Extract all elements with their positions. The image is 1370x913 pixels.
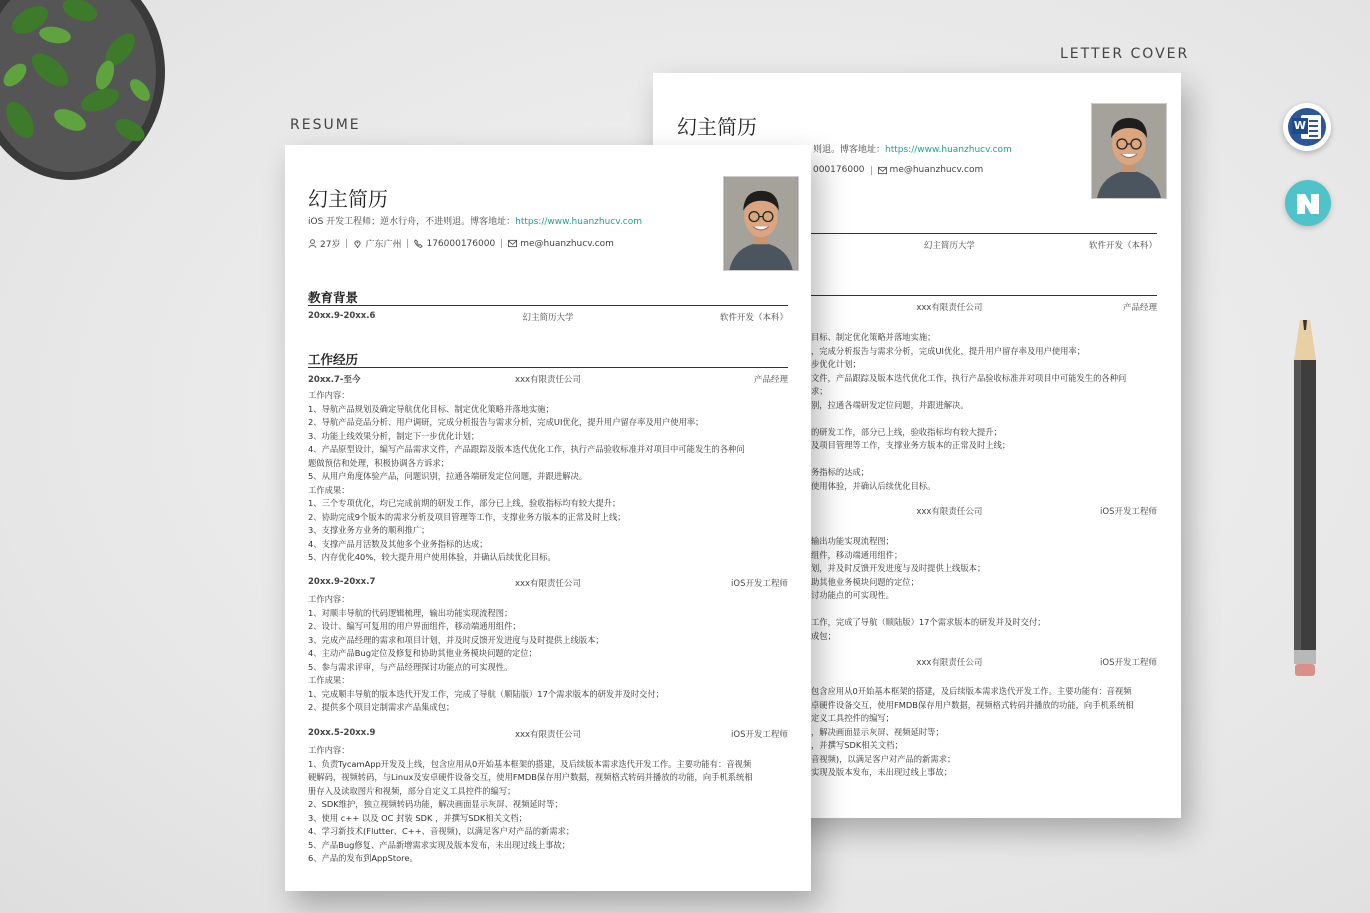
text-line: 工作成果：: [308, 675, 350, 685]
text-line: 文件，产品跟踪及版本迭代优化工作，执行产品验收标准并对项目中可能发生的各种问: [811, 372, 1127, 383]
cover-job1-text: [811, 331, 1126, 493]
cover-job1-role: 产品经理: [1122, 303, 1157, 313]
text-line: 成包；: [811, 630, 836, 641]
text-line: ，解决画面显示灰屏、视频延时等；: [811, 726, 944, 737]
education-school: 幻主简历大学: [522, 313, 574, 323]
text-line: 步优化计划；: [811, 359, 861, 369]
email-icon: [878, 166, 887, 175]
text-line: 1、三个专项优化，均已完成前期的研发工作，部分已上线，验收指标均有较大提升；: [308, 498, 621, 508]
job-row: [308, 728, 788, 740]
resume-location: 广东广州: [365, 240, 402, 250]
text-line: 册存入及读取图片和视频，部分自定义工具控件的编写；: [308, 785, 516, 796]
job-period: 20xx.7-至今: [308, 375, 361, 385]
text-line: 题做预估和处理，积极协调各方诉求；: [308, 457, 450, 468]
n-app-icon[interactable]: [1285, 180, 1331, 226]
resume-photo: [723, 176, 799, 271]
text-line: ，并撰写SDK相关文档；: [811, 740, 903, 750]
text-line: 工作内容：: [308, 745, 350, 755]
text-line: 讨功能点的可实现性。: [811, 590, 894, 600]
cover-intro: 则退。博客地址：https://www.huanzhucv.com: [813, 145, 1012, 155]
text-line: 及项目管理等工作，支撑业务方版本的正常及时上线；: [811, 440, 1011, 450]
job-company: xxx有限责任公司: [514, 579, 582, 589]
job-period: 20xx.9-20xx.7: [308, 577, 376, 587]
phone-icon: [414, 239, 423, 248]
cover-job2-role: iOS开发工程师: [1100, 507, 1157, 517]
text-line: 5、产品Bug修复、产品新增需求实现及版本发布，未出现过线上事故；: [308, 839, 571, 850]
text-line: 实现及版本发布，未出现过线上事故；: [811, 767, 953, 777]
work-line: [308, 367, 788, 368]
text-line: 求；: [811, 386, 828, 396]
cover-name: 幻主简历: [677, 115, 757, 139]
job-row: [308, 373, 788, 385]
cover-job3-role: iOS开发工程师: [1100, 658, 1157, 668]
cover-job3-clip: [811, 685, 1159, 785]
text-line: 别，拉通各端研发定位问题，并跟进解决。: [811, 399, 969, 410]
text-line: 2、提供多个项目定制需求产品集成包；: [308, 702, 455, 712]
text-line: 1、导航产品规划及确定导航优化目标、制定优化策略并落地实施；: [308, 403, 554, 414]
text-line: 音视频)，以满足客户对产品的新需求；: [811, 753, 956, 764]
email-icon: [508, 239, 517, 248]
text-line: 2、设计、编写可复用的用户界面组件，移动端通用组件；: [308, 621, 521, 631]
word-icon[interactable]: W: [1283, 103, 1331, 151]
text-line: 1、负责TycamApp开发及上线，包含应用从0开始基本框架的搭建，及后续版本需求迭代开发工作。主要功能有：音视频: [308, 758, 752, 769]
pencil-decoration: [1290, 320, 1320, 680]
text-line: 3、完成产品经理的需求和项目计划，并及时反馈开发进度与及时提供上线版本；: [308, 634, 604, 645]
resume-blog-link[interactable]: https://www.huanzhucv.com: [515, 217, 642, 227]
cover-edu-school: 幻主简历大学: [923, 241, 975, 251]
cover-job1-company: xxx有限责任公司: [916, 303, 983, 313]
text-line: 硬解码，视频转码，与Linux及安卓硬件设备交互，使用FMDB保存用户数据，视频格式转码并播放的功能，向手机系统相: [308, 772, 753, 782]
text-line: 的研发工作，部分已上线，验收指标均有较大提升；: [811, 426, 1002, 437]
resume-email: me@huanzhucv.com: [520, 238, 614, 249]
text-line: 5、从用户角度体验产品，问题识别，拉通各端研发定位问题，并跟进解决。: [308, 471, 588, 481]
cover-job1-row: [811, 301, 1157, 313]
resume-page: [285, 145, 811, 891]
text-line: ，完成分析报告与需求分析，完成UI优化，提升用户留存率及用户使用率；: [811, 345, 1086, 356]
cover-job3-text: [811, 685, 1134, 780]
text-line: 3、支撑业务方业务的顺利推广；: [308, 525, 430, 535]
text-line: 划，并及时反馈开发进度与及时提供上线版本；: [811, 563, 986, 573]
letter-cover-label: LETTER COVER: [1060, 46, 1190, 62]
text-line: 助其他业务模块问题的定位；: [811, 576, 919, 587]
cover-photo: [1091, 103, 1167, 199]
job-role: 产品经理: [753, 375, 788, 385]
cover-edu-line: [811, 233, 1157, 234]
education-major: 软件开发（本科）: [719, 313, 788, 323]
cover-email: me@huanzhucv.com: [889, 165, 984, 175]
cover-job3-company: xxx有限责任公司: [916, 658, 983, 668]
text-line: 1、对顺丰导航的代码逻辑梳理，输出功能实现流程图；: [308, 607, 513, 618]
text-line: 工作内容：: [308, 594, 350, 604]
plant-decoration: [0, 0, 180, 190]
cover-job2-row: [811, 505, 1157, 517]
text-line: [811, 412, 1126, 426]
text-line: 使用体验，并确认后续优化目标。: [811, 480, 936, 491]
person-icon: [308, 239, 317, 248]
job-company: xxx有限责任公司: [514, 730, 582, 740]
resume-intro: iOS 开发工程师；逆水行舟，不进则退。博客地址：https://www.huanzhucv.com: [308, 217, 642, 227]
resume-label: RESUME: [290, 117, 361, 133]
job-description: [308, 593, 664, 715]
job-description: [308, 389, 745, 565]
text-line: 4、支撑产品月活数及其他多个业务指标的达成；: [308, 538, 488, 549]
job-description: [308, 744, 753, 866]
text-line: 工作内容：: [308, 390, 350, 400]
text-line: 务指标的达成；: [811, 467, 870, 477]
resume-name: 幻主简历: [308, 187, 388, 211]
text-line: 1、完成顺丰导航的版本迭代开发工作，完成了导航（顺陆版）17个需求版本的研发并及时交付；: [308, 688, 665, 699]
education-period: 20xx.9-20xx.6: [308, 311, 376, 321]
text-line: 3、使用 c++ 以及 OC 封装 SDK ，并撰写SDK相关文档；: [308, 812, 527, 823]
text-line: [811, 453, 1126, 467]
work-title: 工作经历: [308, 352, 359, 367]
text-line: 2、SDK维护，独立视频转码功能，解决画面显示灰屏、视频延时等；: [308, 799, 563, 809]
text-line: 2、协助完成9个版本的需求分析及项目管理等工作，支撑业务方版本的正常及时上线；: [308, 511, 626, 522]
job-role: iOS开发工程师: [731, 730, 788, 740]
text-line: [811, 603, 1046, 617]
job-company: xxx有限责任公司: [514, 375, 582, 385]
cover-phone: 000176000: [813, 165, 865, 175]
location-icon: [353, 239, 362, 248]
cover-work-line: [811, 295, 1157, 296]
text-line: 定义工具控件的编写；: [811, 713, 894, 723]
text-line: 4、学习新技术(Flutter、C++、音视频)，以满足客户对产品的新需求；: [308, 826, 575, 836]
text-line: 2、导航产品竞品分析、用户调研，完成分析报告与需求分析，完成UI优化，提升用户留存率及用户使用率；: [308, 417, 704, 427]
text-line: 目标、制定优化策略并落地实施；: [811, 332, 936, 342]
cover-edu-major: 软件开发（本科）: [1088, 241, 1157, 251]
education-line: [308, 305, 788, 306]
cover-job3-row: [811, 656, 1157, 668]
text-line: 3、功能上线效果分析，制定下一步优化计划；: [308, 430, 480, 441]
education-row: [308, 311, 788, 323]
education-title: 教育背景: [308, 290, 359, 305]
resume-contacts: [308, 237, 614, 250]
text-line: 4、主动产品Bug定位及修复和协助其他业务模块问题的定位；: [308, 648, 537, 658]
job-period: 20xx.5-20xx.9: [308, 728, 376, 738]
text-line: 6、产品的发布到AppStore。: [308, 853, 418, 863]
cover-job2-company: xxx有限责任公司: [916, 507, 983, 517]
job-row: [308, 577, 788, 589]
text-line: 输出功能实现流程图；: [811, 536, 894, 546]
text-line: 工作，完成了导航（顺陆版）17个需求版本的研发并及时交付；: [811, 617, 1046, 627]
text-line: 5、内存优化40%，较大提升用户使用体验，并确认后续优化目标。: [308, 552, 556, 562]
cover-contacts: [813, 165, 983, 175]
job-role: iOS开发工程师: [731, 579, 788, 589]
text-line: 包含应用从0开始基本框架的搭建，及后续版本需求迭代开发工作。主要功能有：音视频: [811, 686, 1132, 696]
text-line: 5、参与需求评审，与产品经理探讨功能点的可实现性。: [308, 661, 513, 672]
cover-job2-text: [811, 535, 1046, 643]
resume-phone: 176000176000: [426, 238, 496, 249]
text-line: 卓硬件设备交互，使用FMDB保存用户数据，视频格式转码并播放的功能，向手机系统相: [811, 699, 1134, 710]
cover-blog-link[interactable]: https://www.huanzhucv.com: [885, 145, 1012, 155]
text-line: 组件，移动端通用组件；: [811, 549, 903, 560]
resume-age: 27岁: [320, 240, 341, 250]
text-line: 工作成果：: [308, 484, 350, 495]
cover-edu-row: [811, 239, 1157, 251]
text-line: 4、产品原型设计，编写产品需求文件，产品跟踪及版本迭代优化工作，执行产品验收标准并对项目中可能发生的各种问: [308, 444, 745, 454]
